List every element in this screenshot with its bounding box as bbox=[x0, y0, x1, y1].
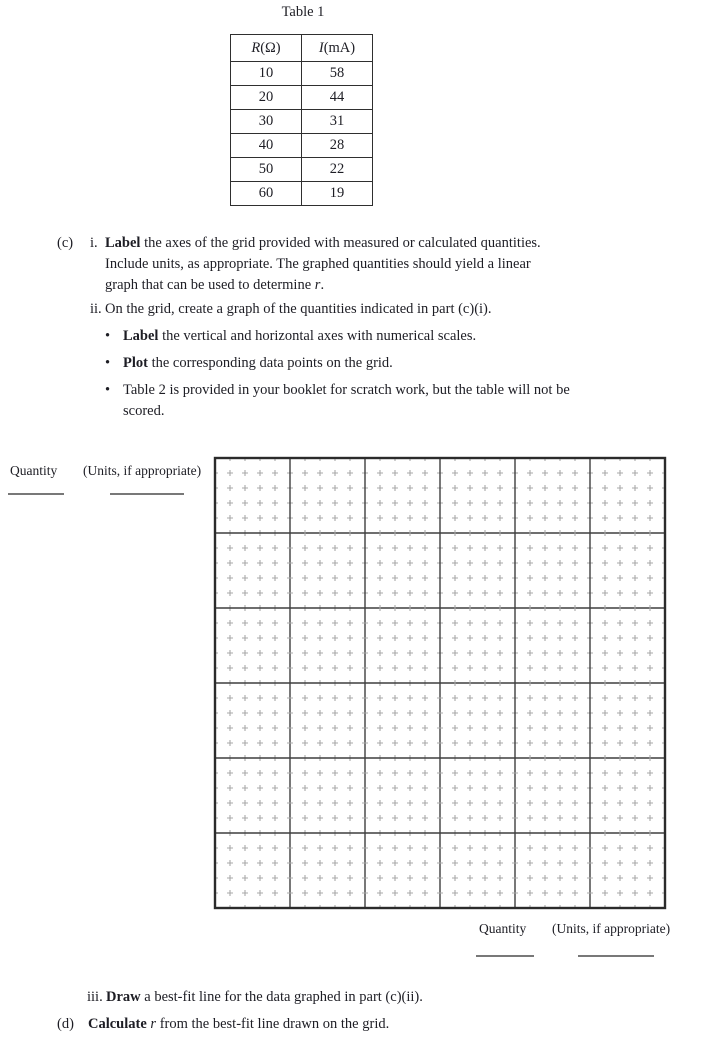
bullet-icon: • bbox=[105, 355, 111, 371]
table-cell: 50 bbox=[231, 158, 302, 182]
bullet-text: Table 2 is provided in your booklet for scratch work, but the table will not be scored. bbox=[123, 382, 570, 419]
table1-title: Table 1 bbox=[281, 4, 325, 20]
table1 bbox=[230, 34, 373, 206]
item-ii-marker: ii. bbox=[90, 301, 102, 317]
table-row bbox=[231, 86, 373, 110]
bottom-quantity-answer-line bbox=[476, 955, 534, 957]
resistance-column-header: R(Ω) bbox=[231, 35, 302, 62]
item-d-text: Calculate r from the best-fit line drawn on the grid. bbox=[88, 1016, 390, 1032]
left-quantity-answer-line bbox=[8, 493, 64, 495]
table-cell: 10 bbox=[231, 62, 302, 86]
part-c-label: (c) bbox=[57, 235, 74, 251]
part-d-item bbox=[57, 1014, 677, 1035]
table-row bbox=[231, 134, 373, 158]
left-units-answer-line bbox=[110, 493, 184, 495]
item-iii-text: Draw a best-fit line for the data graphed in part (c)(ii). bbox=[106, 989, 423, 1005]
table-row bbox=[231, 158, 373, 182]
item-i-text: Label the axes of the grid provided with measured or calculated quantities. Include units, as appropriate. The graphed quantities should yield a linear graph that can be used to determine r. bbox=[105, 235, 541, 293]
part-c-item-ii bbox=[57, 299, 657, 320]
bullet-icon: • bbox=[105, 382, 111, 398]
graph-grid bbox=[213, 456, 667, 910]
current-column-header: I(mA) bbox=[302, 35, 373, 62]
item-i-marker: i. bbox=[90, 235, 98, 251]
item-iii-marker: iii. bbox=[87, 989, 103, 1005]
table-cell: 19 bbox=[302, 182, 373, 206]
part-c-instructions bbox=[57, 233, 657, 422]
table-cell: 28 bbox=[302, 134, 373, 158]
table-cell: 31 bbox=[302, 110, 373, 134]
bullet-icon: • bbox=[105, 328, 111, 344]
table-cell: 44 bbox=[302, 86, 373, 110]
table-cell: 30 bbox=[231, 110, 302, 134]
bottom-axis-units-label: (Units, if appropriate) bbox=[552, 921, 671, 936]
bullet-label-axes bbox=[105, 326, 657, 347]
bottom-axis-quantity-label: Quantity bbox=[479, 921, 527, 936]
bullet-text: Label the vertical and horizontal axes with numerical scales. bbox=[123, 328, 477, 344]
table-cell: 58 bbox=[302, 62, 373, 86]
table-row bbox=[231, 62, 373, 86]
item-ii-text: On the grid, create a graph of the quantities indicated in part (c)(i). bbox=[105, 301, 492, 317]
table1-header-row bbox=[231, 35, 373, 62]
table-row bbox=[231, 110, 373, 134]
left-axis-quantity-label: Quantity bbox=[10, 463, 58, 478]
left-axis-units-label: (Units, if appropriate) bbox=[83, 463, 202, 478]
table1-body bbox=[231, 62, 373, 206]
bullet-text: Plot the corresponding data points on the grid. bbox=[123, 355, 393, 371]
part-c-item-i bbox=[57, 233, 657, 296]
bottom-units-answer-line bbox=[578, 955, 654, 957]
table-row bbox=[231, 182, 373, 206]
table-cell: 22 bbox=[302, 158, 373, 182]
part-c-item-iii bbox=[57, 987, 677, 1008]
table-cell: 60 bbox=[231, 182, 302, 206]
bullet-plot-points bbox=[105, 353, 657, 374]
bottom-instructions bbox=[57, 987, 677, 1035]
table-cell: 20 bbox=[231, 86, 302, 110]
bullet-table2-note bbox=[105, 380, 657, 422]
table-cell: 40 bbox=[231, 134, 302, 158]
part-d-label: (d) bbox=[57, 1016, 74, 1032]
